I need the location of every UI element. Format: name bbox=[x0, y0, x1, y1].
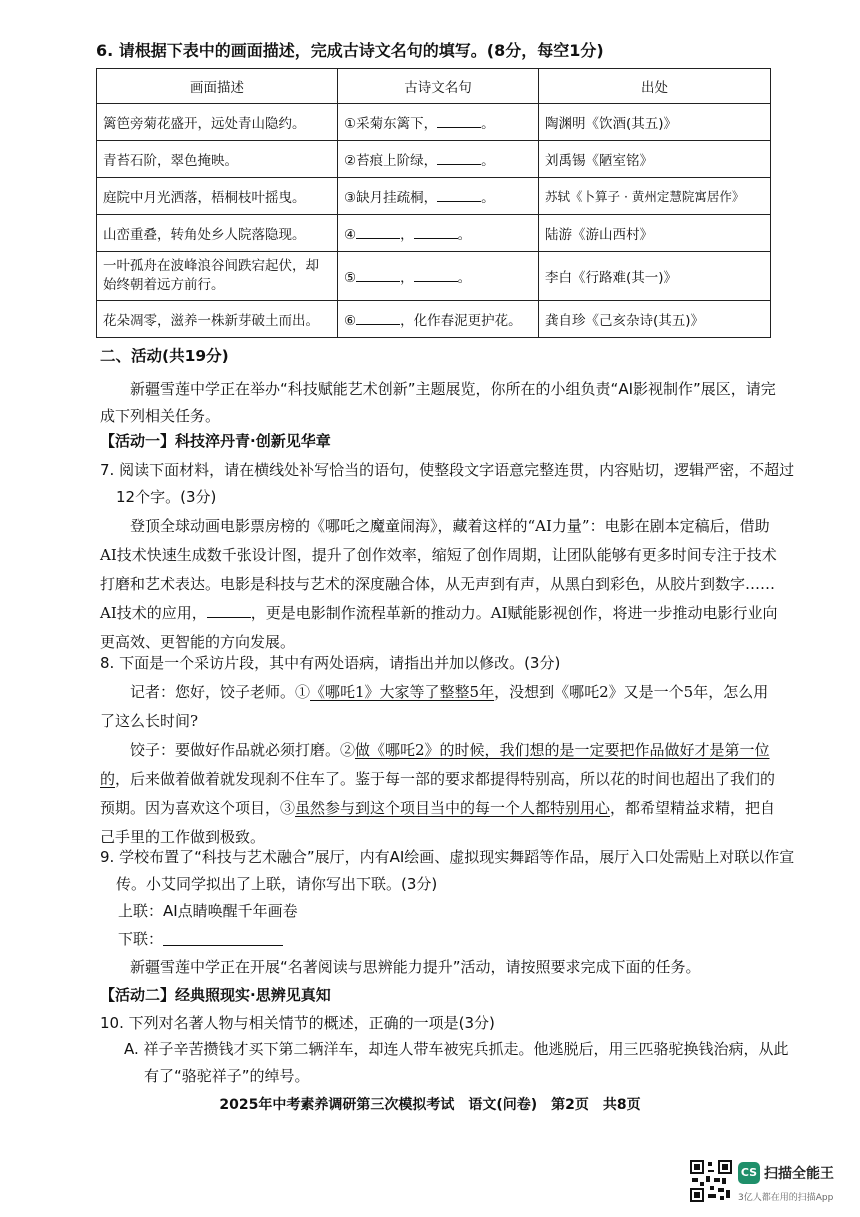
camscanner-tagline: 3亿人都在用的扫描App bbox=[738, 1193, 834, 1203]
row-description: 花朵凋零，滋养一株新芽破土而出。 bbox=[97, 301, 338, 338]
header-source: 出处 bbox=[539, 69, 771, 104]
q8-underlined-clause-1: 《哪吒1》大家等了整整5年 bbox=[310, 683, 495, 701]
table-row bbox=[97, 178, 771, 215]
question-8-reporter bbox=[100, 678, 780, 736]
row-source: 刘禹锡《陋室铭》 bbox=[539, 141, 771, 178]
fill-blank[interactable] bbox=[356, 281, 400, 282]
poem-suffix: 。 bbox=[481, 153, 495, 169]
row-source: 李白《行路难(其一)》 bbox=[539, 252, 771, 301]
question-8-prompt: 8. 下面是一个采访片段，其中有两处语病，请指出并加以修改。(3分) bbox=[100, 654, 561, 672]
q10-option-a[interactable]: A. 祥子辛苦攒钱才买下第二辆洋车，却连人带车被宪兵抓走。他逃脱后，用三匹骆驼换钱治病，从此有了“骆驼祥子”的绰号。 bbox=[124, 1040, 789, 1085]
poem-suffix: 。 bbox=[457, 270, 472, 286]
fill-blank[interactable] bbox=[437, 164, 481, 165]
row-source: 苏轼《卜算子 · 黄州定慧院寓居作》 bbox=[539, 178, 771, 215]
question-6-title: 6. 请根据下表中的画面描述，完成古诗文名句的填写。(8分，每空1分) bbox=[96, 41, 604, 60]
row-poem-line bbox=[338, 178, 539, 215]
question-7-prompt: 7. 阅读下面材料，请在横线处补写恰当的语句，使整段文字语意完整连贯，内容贴切，逻辑严密，不超过12个字。(3分) bbox=[100, 461, 795, 506]
q8-reporter-text-2: ，没想到《哪吒2》又是一个5年，怎么用了这么长时间? bbox=[100, 683, 769, 730]
q9-answer-line[interactable] bbox=[163, 929, 283, 946]
row-description: 青苔石阶，翠色掩映。 bbox=[97, 141, 338, 178]
poem-mid: ， bbox=[400, 270, 414, 286]
q9-lower-couplet bbox=[118, 926, 778, 953]
activity-2-heading: 【活动二】经典照现实·思辨见真知 bbox=[100, 986, 331, 1004]
table-row bbox=[97, 141, 771, 178]
q7-fill-blank[interactable] bbox=[207, 617, 251, 618]
page-footer: 2025年中考素养调研第三次模拟考试 语文(问卷) 第2页 共8页 bbox=[219, 1097, 641, 1113]
row-description: 山峦重叠，转角处乡人院落隐现。 bbox=[97, 215, 338, 252]
poem-suffix: 。 bbox=[481, 190, 495, 206]
poem-prefix: ④ bbox=[344, 227, 357, 243]
row-poem-line bbox=[338, 301, 539, 338]
question-7-material bbox=[100, 512, 780, 657]
table-row bbox=[97, 252, 771, 301]
row-poem-line bbox=[338, 215, 539, 252]
section-2-intro-2: 新疆雪莲中学正在开展“名著阅读与思辨能力提升”活动，请按照要求完成下面的任务。 bbox=[130, 958, 701, 976]
q7-text-a: 登顶全球动画电影票房榜的《哪吒之魔童闹海》，藏着这样的“AI力量”：电影在剧本定稿后，借助AI技术快速生成数千张设计图，提升了创作效率，缩短了创作周期，让团队能够有更多时间专注于技术打磨和艺术表达。电影是科技与艺术的深度融合体，从无声到有声，从黑白到彩色，从胶片到数字……AI技术的应用， bbox=[100, 517, 777, 622]
section-2-heading: 二、活动(共19分) bbox=[100, 347, 229, 365]
q8-answer-text-2: ，后来做着做着就发现刹不住车了。鉴于每一部的要求都提得特别高，所以花的时间也超出了我们的预期。因为喜欢这个项目，③ bbox=[100, 770, 776, 817]
q8-underlined-clause-3: 虽然参与到这个项目当中的每一个人都特别用心 bbox=[295, 799, 611, 817]
q8-answer-text: 饺子：要做好作品就必须打磨。② bbox=[130, 741, 356, 759]
table-row bbox=[97, 215, 771, 252]
row-description: 一叶孤舟在波峰浪谷间跌宕起伏，却始终朝着远方前行。 bbox=[97, 252, 338, 301]
poem-prefix: ⑤ bbox=[344, 270, 357, 286]
q8-answer-text-3: ，都希望精益求精，把自己手里的工作做到极致。 bbox=[100, 799, 776, 846]
table-row bbox=[97, 104, 771, 141]
row-poem-line bbox=[338, 104, 539, 141]
fill-blank[interactable] bbox=[437, 201, 481, 202]
poem-prefix: ③缺月挂疏桐， bbox=[344, 190, 438, 206]
fill-blank[interactable] bbox=[414, 281, 458, 282]
q8-reporter-text: 记者：您好，饺子老师。① bbox=[130, 683, 311, 701]
q7-text-b: ，更是电影制作流程革新的推动力。AI赋能影视创作，将进一步推动电影行业向更高效、更智能的方向发展。 bbox=[100, 604, 778, 651]
activity-1-heading: 【活动一】科技淬丹青·创新见华章 bbox=[100, 432, 331, 450]
camscanner-name: 扫描全能王 bbox=[764, 1166, 834, 1182]
section-2-intro: 新疆雪莲中学正在举办“科技赋能艺术创新”主题展览，你所在的小组负责“AI影视制作”展区，请完成下列相关任务。 bbox=[100, 380, 776, 425]
q9-upper-couplet: 上联：AI点睛唤醒千年画卷 bbox=[118, 902, 298, 920]
poem-prefix: ①采菊东篱下， bbox=[344, 116, 438, 132]
table-header-row bbox=[97, 69, 771, 104]
row-poem-line bbox=[338, 141, 539, 178]
question-8-answer bbox=[100, 736, 780, 852]
row-source: 陆游《游山西村》 bbox=[539, 215, 771, 252]
poem-mid: ， bbox=[400, 227, 414, 243]
question-9-prompt: 9. 学校布置了“科技与艺术融合”展厅，内有AI绘画、虚拟现实舞蹈等作品，展厅入口处需贴上对联以作宣传。小艾同学拟出了上联，请你写出下联。(3分) bbox=[100, 848, 795, 893]
header-poem-line: 古诗文名句 bbox=[338, 69, 539, 104]
poem-suffix: ，化作春泥更护花。 bbox=[400, 313, 522, 329]
row-poem-line bbox=[338, 252, 539, 301]
fill-blank[interactable] bbox=[356, 324, 400, 325]
header-description: 画面描述 bbox=[97, 69, 338, 104]
row-description: 庭院中月光洒落，梧桐枝叶摇曳。 bbox=[97, 178, 338, 215]
table-row bbox=[97, 301, 771, 338]
q8-underlined-clause-2: 做《哪吒2》的时候，我们想的是一定要把作品做好才是第一位的 bbox=[100, 741, 770, 788]
poem-prefix: ②苔痕上阶绿， bbox=[344, 153, 438, 169]
question-10-prompt: 10. 下列对名著人物与相关情节的概述，正确的一项是(3分) bbox=[100, 1014, 495, 1032]
poem-suffix: 。 bbox=[457, 227, 472, 243]
poem-suffix: 。 bbox=[481, 116, 495, 132]
q9-lower-label: 下联： bbox=[118, 930, 164, 948]
fill-blank[interactable] bbox=[437, 127, 481, 128]
fill-blank[interactable] bbox=[414, 238, 458, 239]
row-source: 龚自珍《己亥杂诗(其五)》 bbox=[539, 301, 771, 338]
qr-code-icon bbox=[690, 1160, 732, 1202]
row-description: 篱笆旁菊花盛开，远处青山隐约。 bbox=[97, 104, 338, 141]
camscanner-logo-icon: CS bbox=[738, 1162, 760, 1184]
poem-prefix: ⑥ bbox=[344, 313, 357, 329]
poem-table bbox=[96, 68, 771, 338]
fill-blank[interactable] bbox=[356, 238, 400, 239]
row-source: 陶渊明《饮酒(其五)》 bbox=[539, 104, 771, 141]
